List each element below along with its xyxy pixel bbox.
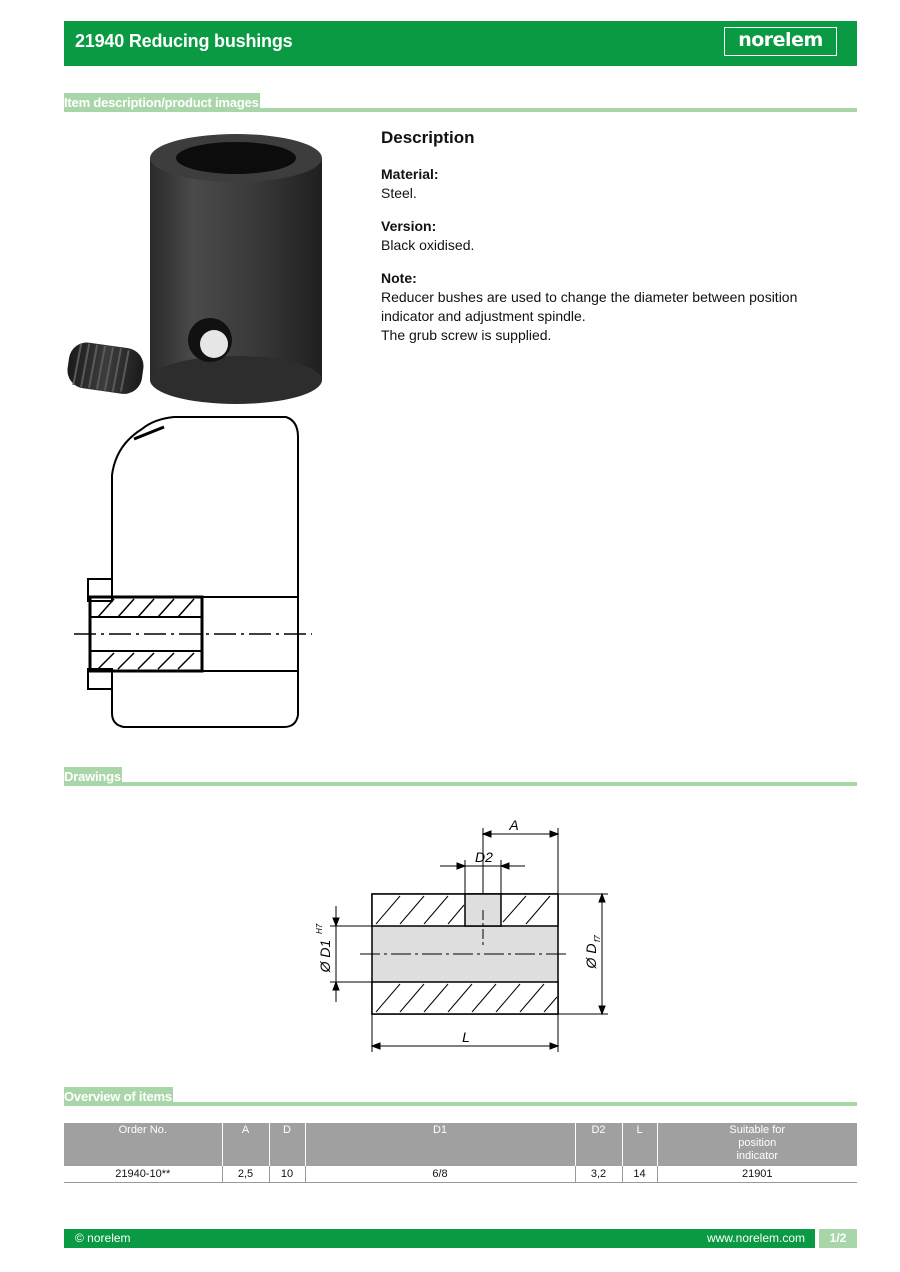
page-number: 1/2 — [819, 1229, 857, 1248]
section-title: Drawings — [64, 769, 121, 784]
table-header-row — [64, 1123, 857, 1166]
section-item-description — [64, 90, 857, 112]
description-block — [381, 128, 851, 345]
dim-d-tolerance: f7 — [593, 935, 602, 942]
col-suitable: Suitable for position indicator — [657, 1123, 857, 1166]
section-title: Overview of items — [64, 1089, 172, 1104]
description-heading: Description — [381, 128, 475, 147]
technical-drawing — [300, 810, 630, 1060]
page-header — [64, 21, 857, 66]
dim-d1-tolerance: H7 — [315, 923, 324, 934]
cell-l: 14 — [622, 1166, 657, 1183]
grub-screw — [65, 340, 146, 396]
section-drawings — [64, 764, 857, 786]
cell-a: 2,5 — [222, 1166, 269, 1183]
dim-l: L — [462, 1029, 470, 1045]
note-text-2: The grub screw is supplied. — [381, 327, 552, 343]
table-row — [64, 1166, 857, 1183]
bushing-body — [150, 134, 322, 404]
col-d1: D1 — [305, 1123, 575, 1166]
col-l: L — [622, 1123, 657, 1166]
norelem-logo: norelem — [724, 27, 837, 56]
version-value: Black oxidised. — [381, 237, 475, 253]
product-photo — [64, 120, 344, 405]
dim-d: Ø D — [583, 943, 599, 969]
note-text: Reducer bushes are used to change the diameter between position indicator and adjustment spindle. — [381, 289, 798, 324]
dim-a: A — [509, 817, 519, 833]
col-d2: D2 — [575, 1123, 622, 1166]
cell-d1: 6/8 — [305, 1166, 575, 1183]
cell-d: 10 — [269, 1166, 305, 1183]
cell-order-no: 21940-10** — [64, 1166, 222, 1183]
material-label: Material: — [381, 166, 439, 182]
cell-suitable: 21901 — [657, 1166, 857, 1183]
section-overview — [64, 1084, 857, 1106]
material-value: Steel. — [381, 185, 417, 201]
col-d: D — [269, 1123, 305, 1166]
version-label: Version: — [381, 218, 437, 234]
page-footer — [64, 1229, 815, 1248]
dim-d1: Ø D1 — [317, 939, 333, 973]
dim-d2: D2 — [475, 849, 493, 865]
copyright: © norelem — [75, 1231, 131, 1245]
cell-d2: 3,2 — [575, 1166, 622, 1183]
page-title: 21940 Reducing bushings — [75, 31, 293, 51]
section-title: Item description/product images — [64, 95, 259, 110]
note-label: Note: — [381, 270, 417, 286]
assembly-sketch — [64, 405, 324, 740]
items-table — [64, 1123, 857, 1183]
col-a: A — [222, 1123, 269, 1166]
website-link[interactable]: www.norelem.com — [706, 1231, 805, 1245]
col-order-no: Order No. — [64, 1123, 222, 1166]
